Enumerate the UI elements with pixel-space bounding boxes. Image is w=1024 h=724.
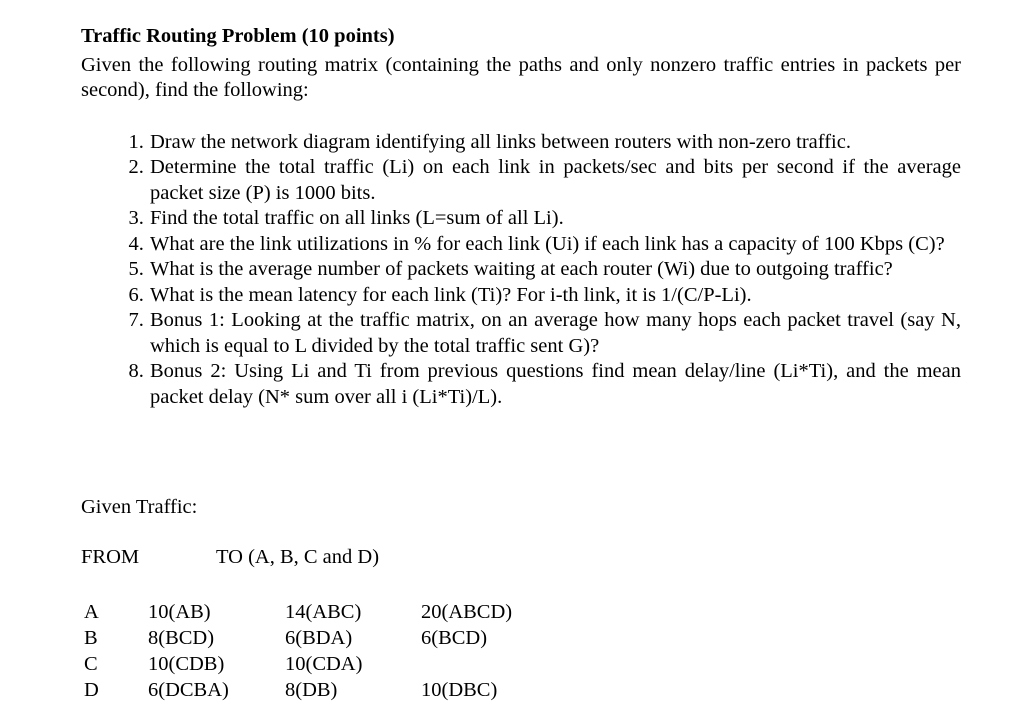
table-cell: 10(DBC)	[421, 679, 498, 701]
table-cell: 10(CDA)	[285, 653, 363, 675]
table-cell-from: C	[84, 653, 98, 675]
table-cell-from: A	[84, 601, 99, 623]
table-cell: 10(AB)	[148, 601, 211, 623]
table-cell: 6(BCD)	[421, 627, 488, 649]
question-list	[81, 130, 961, 411]
to-column-2	[285, 599, 362, 703]
question-item: 3. Find the total traffic on all links (L=sum of all Li).	[149, 206, 961, 232]
question-item: 6. What is the mean latency for each link (Ti)? For i-th link, it is 1/(C/P-Li).	[149, 283, 961, 309]
problem-title: Traffic Routing Problem (10 points)	[81, 25, 395, 47]
question-item: 5. What is the average number of packets waiting at each router (Wi) due to outgoing traffic?	[149, 257, 961, 283]
to-column-1	[148, 599, 229, 703]
problem-intro: Given the following routing matrix (containing the paths and only nonzero traffic entries in packets per second), find the following:	[81, 53, 961, 101]
table-cell: 8(BCD)	[148, 627, 215, 649]
table-cell: 14(ABC)	[285, 601, 362, 623]
question-item: 7. Bonus 1: Looking at the traffic matrix, on an average how many hops each packet travel (say N, which is equal to L divided by the total traffic sent G)?	[149, 308, 961, 359]
from-header: FROM	[81, 546, 140, 568]
table-cell-from: B	[84, 627, 98, 649]
question-item: 8. Bonus 2: Using Li and Ti from previous questions find mean delay/line (Li*Ti), and the mean packet delay (N* sum over all i (Li*Ti)/L).	[149, 359, 961, 410]
table-cell: 6(BDA)	[285, 627, 353, 649]
question-item: 1. Draw the network diagram identifying all links between routers with non-zero traffic.	[149, 130, 961, 156]
table-cell: 6(DCBA)	[148, 679, 229, 701]
problem-section	[81, 24, 961, 410]
table-cell: 8(DB)	[285, 679, 338, 701]
to-column-3	[421, 599, 512, 703]
table-cell	[421, 651, 512, 677]
to-header: TO (A, B, C and D)	[216, 546, 380, 568]
table-cell: 20(ABCD)	[421, 601, 513, 623]
question-item: 4. What are the link utilizations in % for each link (Ui) if each link has a capacity of 100 Kbps (C)?	[149, 232, 961, 258]
from-column	[84, 599, 99, 703]
question-item: 2. Determine the total traffic (Li) on each link in packets/sec and bits per second if the average packet size (P) is 1000 bits.	[149, 155, 961, 206]
table-cell: 10(CDB)	[148, 653, 225, 675]
given-traffic-label: Given Traffic:	[81, 496, 198, 518]
table-cell-from: D	[84, 679, 99, 701]
